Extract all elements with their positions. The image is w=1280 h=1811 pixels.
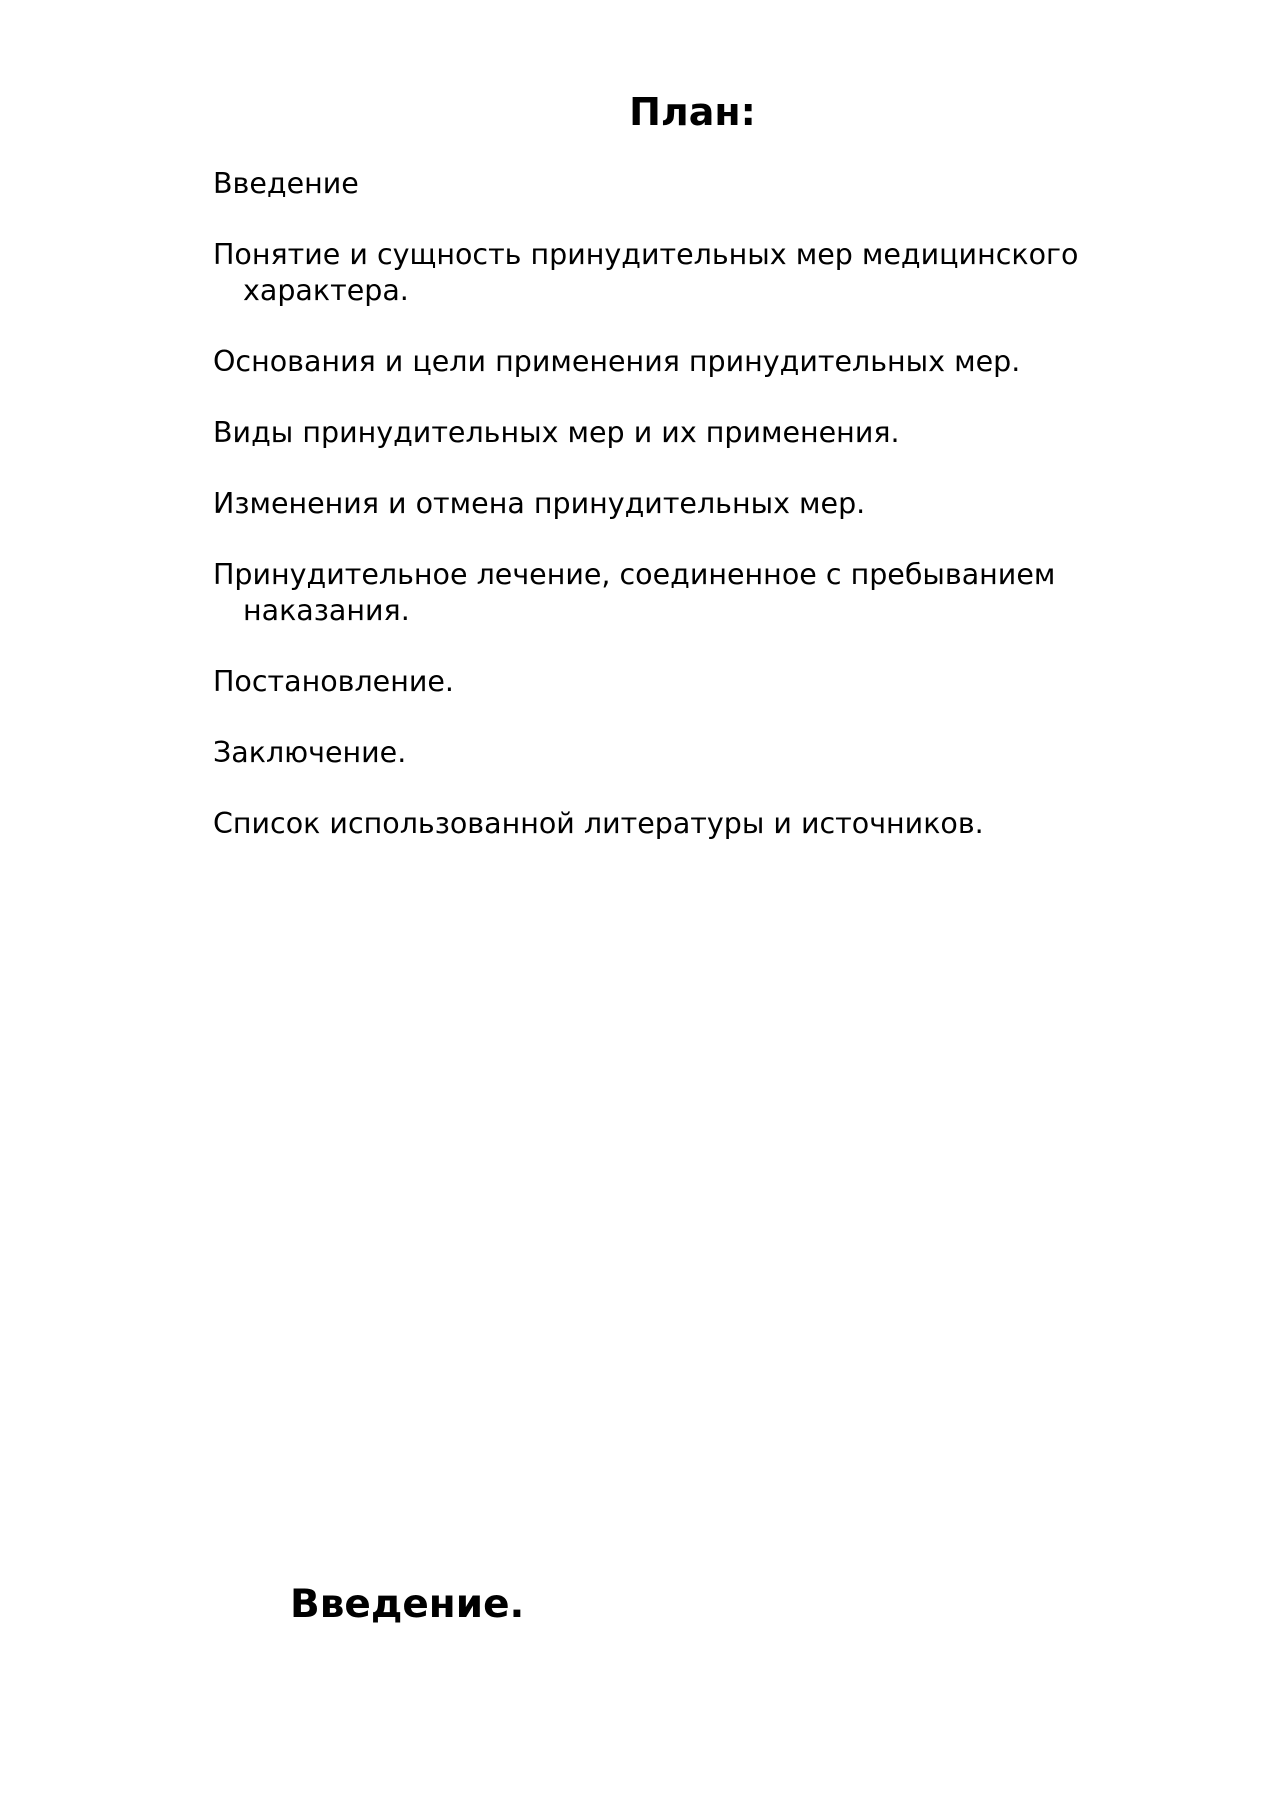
plan-item-introduction: Введение	[213, 167, 359, 200]
plan-title: План:	[629, 90, 756, 134]
plan-item-conclusion: Заключение.	[213, 736, 407, 769]
plan-item-resolution: Постановление.	[213, 665, 454, 698]
plan-list	[213, 166, 1143, 877]
plan-item-types: Виды принудительных мер и их применения.	[213, 416, 900, 449]
plan-item-references: Список использованной литературы и источников.	[213, 807, 984, 840]
plan-item-concept: Понятие и сущность принудительных мер медицинского характера.	[213, 238, 1079, 307]
section-heading-introduction: Введение.	[290, 1582, 525, 1627]
plan-item-treatment: Принудительное лечение, соединенное с пребыванием наказания.	[213, 558, 1056, 627]
plan-item-changes: Изменения и отмена принудительных мер.	[213, 487, 866, 520]
plan-item-grounds: Основания и цели применения принудительных мер.	[213, 345, 1021, 378]
